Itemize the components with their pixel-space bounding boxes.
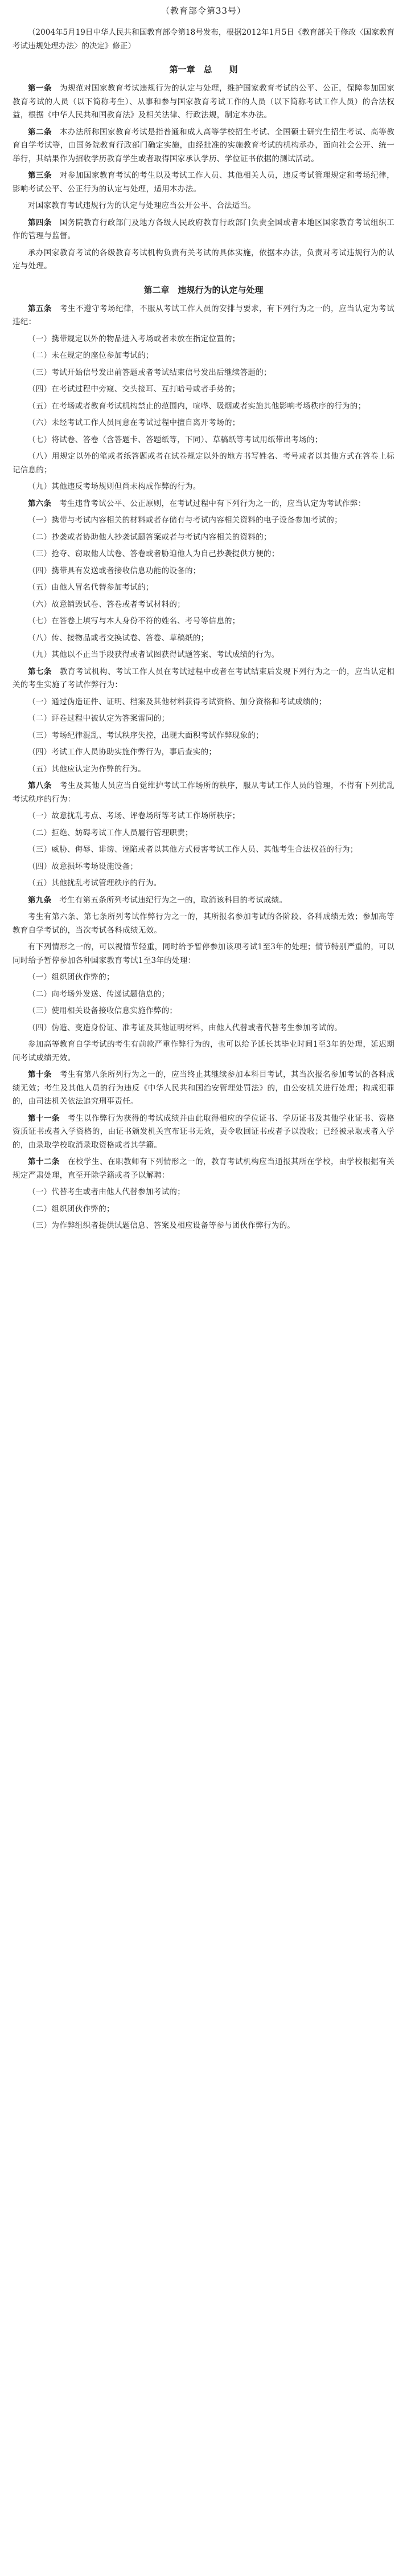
clause-paragraph (13, 1005, 394, 1018)
paragraph-text: 考生有第八条所列行为之一的，应当终止其继续参加本科目考试，其当次报名参加考试的各科成绩无效；考生及其他人员的行为违反《中华人民共和国治安管理处罚法》的，由公安机关进行处理；构成犯罪的，由司法机关依法追究刑事责任。 (13, 1070, 394, 1106)
article-number: 第七条 (28, 667, 52, 676)
clause-paragraph (13, 1219, 394, 1233)
clause-paragraph (13, 877, 394, 891)
clause-paragraph (13, 729, 394, 743)
paragraph-text: 考生不遵守考场纪律，不服从考试工作人员的安排与要求，有下列行为之一的，应当认定为考试违纪： (13, 304, 394, 326)
clause-paragraph (13, 632, 394, 646)
clause-paragraph (13, 860, 394, 874)
clause-paragraph (13, 598, 394, 612)
article-paragraph (13, 497, 394, 511)
paragraph-text: （二）评卷过程中被认定为答案雷同的； (28, 714, 170, 723)
paragraph-text: （三）威胁、侮辱、诽谤、诬陷或者以其他方式侵害考试工作人员、其他考生合法权益的行为； (28, 845, 358, 854)
clause-paragraph (13, 366, 394, 380)
clause-paragraph (13, 843, 394, 857)
paragraph-text: 为规范对国家教育考试违规行为的认定与处理，维护国家教育考试的公平、公正，保障参加国家教育考试的人员（以下简称考生）、从事和参与国家教育考试工作的人员（以下简称考试工作人员）的合法权益，根据《中华人民共和国教育法》及相关法律、行政法规，制定本办法。 (13, 84, 394, 120)
paragraph-text: （一）组织团伙作弊的； (28, 973, 114, 982)
paragraph-text: （二）组织团伙作弊的； (28, 1204, 114, 1214)
clause-paragraph (13, 911, 394, 937)
paragraph-text: 考生及其他人员应当自觉维护考试工作场所的秩序，服从考试工作人员的管理，不得有下列扰乱考试秩序的行为： (13, 781, 394, 804)
article-number: 第十条 (28, 1070, 52, 1079)
paragraph-text: （七）在答卷上填写与本人身份不符的姓名、考号等信息的； (28, 617, 240, 626)
paragraph-text: （一）通过伪造证件、证明、档案及其他材料获得考试资格、加分资格和考试成绩的； (28, 697, 327, 707)
clause-paragraph (13, 383, 394, 397)
document-body (13, 63, 394, 1233)
clause-paragraph (13, 1038, 394, 1065)
paragraph-text: （二）未在规定的座位参加考试的； (28, 351, 154, 360)
paragraph-text: （四）携带具有发送或者接收信息功能的设备的； (28, 566, 201, 575)
paragraph-text: （二）向考场外发送、传递试题信息的； (28, 989, 170, 999)
paragraph-text: （三）为作弊组织者提供试题信息、答案及相应设备等参与团伙作弊行为的。 (28, 1221, 295, 1230)
paragraph-text: 教育考试机构、考试工作人员在考试过程中或者在考试结束后发现下列行为之一的，应当认定相关的考生实施了考试作弊行为： (13, 667, 394, 689)
paragraph-text: （八）用规定以外的笔或者纸答题或者在试卷规定以外的地方书写姓名、考号或者以其他方式在答卷上标记信息的； (13, 452, 394, 475)
paragraph-text: 本办法所称国家教育考试是指普通和成人高等学校招生考试、全国硕士研究生招生考试、高等教育自学考试等，由国务院教育行政部门确定实施，由经批准的实施教育考试的机构承办，面向社会公开、统一举行，其结果作为招收学历教育学生或者取得国家承认学历、学位证书依据的测试活动。 (13, 127, 394, 164)
article-number: 第九条 (28, 895, 52, 905)
clause-paragraph (13, 514, 394, 528)
publication-note: （2004年5月19日中华人民共和国教育部令第18号发布，根据2012年1月5日《教育部关于修改〈国家教育考试违规处理办法〉的决定》修正） (13, 28, 394, 51)
paragraph-text: （四）伪造、变造身份证、准考证及其他证明材料，由他人代替或者代替考生参加考试的。 (28, 1023, 342, 1032)
clause-paragraph (13, 480, 394, 494)
article-paragraph (13, 303, 394, 329)
clause-paragraph (13, 746, 394, 760)
order-number: （教育部令第33号） (161, 6, 246, 16)
paragraph-text: 考生有第五条所列考试违纪行为之一的，取消该科目的考试成绩。 (51, 895, 287, 905)
article-number: 第十二条 (28, 1157, 60, 1166)
paragraph-text: 考生有第六条、第七条所列考试作弊行为之一的，其所报名参加考试的各阶段、各科成绩无效；参加高等教育自学考试的，当次考试各科成绩无效。 (13, 912, 394, 935)
clause-paragraph (13, 941, 394, 967)
chapter-heading: 第二章 违规行为的认定与处理 (143, 284, 264, 295)
clause-paragraph (13, 648, 394, 662)
clause-paragraph (13, 247, 394, 273)
clause-paragraph (13, 531, 394, 545)
article-number: 第一条 (28, 84, 52, 93)
paragraph-text: （二）拒绝、妨碍考试工作人员履行管理职责； (28, 828, 193, 838)
paragraph-text: 对参加国家教育考试的考生以及考试工作人员、其他相关人员，违反考试管理规定和考场纪律，影响考试公平、公正行为的认定与处理，适用本办法。 (13, 171, 394, 194)
paragraph-text: （三）使用相关设备接收信息实施作弊的； (28, 1006, 178, 1015)
clause-paragraph (13, 763, 394, 777)
clause-paragraph (13, 712, 394, 726)
clause-paragraph (13, 434, 394, 447)
paragraph-text: （五）由他人冒名代替参加考试的； (28, 583, 154, 592)
paragraph-text: （五）其他应认定为作弊的行为。 (28, 764, 146, 774)
paragraph-text: （九）其他违反考场规则但尚未构成作弊的行为。 (28, 482, 201, 491)
paragraph-text: 对国家教育考试违规行为的认定与处理应当公开公平、合法适当。 (28, 201, 256, 210)
article-paragraph (13, 894, 394, 908)
clause-paragraph (13, 971, 394, 985)
article-paragraph (13, 1068, 394, 1109)
clause-paragraph (13, 1022, 394, 1035)
clause-paragraph (13, 565, 394, 578)
paragraph-text: （四）考试工作人员协助实施作弊行为，事后查实的； (28, 748, 217, 757)
paragraph-text: 承办国家教育考试的各级教育考试机构负责有关考试的具体实施，依据本办法，负责对考试违规行为的认定与处理。 (13, 248, 394, 271)
paragraph-text: 考生违背考试公平、公正原则，在考试过程中有下列行为之一的，应当认定为考试作弊： (51, 499, 366, 508)
document-page (0, 0, 407, 1248)
paragraph-text: （七）将试卷、答卷（含答题卡、答题纸等，下同）、草稿纸等考试用纸带出考场的； (28, 435, 323, 444)
article-number: 第六条 (28, 499, 52, 508)
paragraph-text: （五）其他扰乱考试管理秩序的行为。 (28, 879, 162, 888)
paragraph-text: （四）在考试过程中旁窥、交头接耳、互打暗号或者手势的； (28, 385, 240, 394)
paragraph-text: （三）考试开始信号发出前答题或者考试结束信号发出后继续答题的； (28, 368, 272, 377)
paragraph-text: （一）携带与考试内容相关的材料或者存储有与考试内容相关资料的电子设备参加考试的； (28, 516, 342, 525)
clause-paragraph (13, 696, 394, 709)
clause-paragraph (13, 1186, 394, 1199)
clause-paragraph (13, 548, 394, 561)
article-number: 第二条 (28, 127, 52, 137)
clause-paragraph (13, 450, 394, 477)
clause-paragraph (13, 400, 394, 414)
clause-paragraph (13, 827, 394, 840)
paragraph-text: （一）故意扰乱考点、考场、评卷场所等考试工作场所秩序； (28, 811, 240, 820)
chapter-heading: 第一章 总 则 (169, 64, 238, 75)
paragraph-text: 国务院教育行政部门及地方各级人民政府教育行政部门负责全国或者本地区国家教育考试组织工作的管理与监督。 (13, 218, 394, 240)
paragraph-text: （三）抢夺、窃取他人试卷、答卷或者胁迫他人为自己抄袭提供方便的； (28, 549, 279, 558)
paragraph-text: （六）故意销毁试卷、答卷或者考试材料的； (28, 599, 185, 609)
article-number: 第八条 (28, 781, 52, 790)
article-paragraph (13, 1112, 394, 1153)
paragraph-text: （九）其他以不正当手段获得或者试图获得试题答案、考试成绩的行为。 (28, 650, 279, 659)
paragraph-text: （三）考场纪律混乱、考试秩序失控，出现大面积考试作弊现象的； (28, 730, 264, 740)
paragraph-text: （一）代替考生或者由他人代替参加考试的； (28, 1187, 185, 1197)
article-paragraph (13, 126, 394, 166)
clause-paragraph (13, 988, 394, 1002)
clause-paragraph (13, 581, 394, 595)
paragraph-text: 考生以作弊行为获得的考试成绩并由此取得相应的学位证书、学历证书及其他学业证书、资格资质证书或者入学资格的，由证书颁发机关宣布证书无效，责令收回证书或者予以没收；已经被录取或者入学的，由录取学校取消录取资格或者其学籍。 (13, 1113, 395, 1150)
paragraph-text: （六）未经考试工作人员同意在考试过程中擅自离开考场的； (28, 418, 240, 427)
article-number: 第三条 (28, 171, 52, 180)
article-paragraph (13, 1156, 394, 1182)
paragraph-text: 参加高等教育自学考试的考生有前款严重作弊行为的，也可以给予延长其毕业时间1至3年的处理，延迟期间考试成绩无效。 (13, 1040, 394, 1063)
paragraph-text: （一）携带规定以外的物品进入考场或者未放在指定位置的； (28, 334, 240, 344)
clause-paragraph (13, 615, 394, 628)
article-number: 第五条 (28, 304, 52, 313)
clause-paragraph (13, 417, 394, 430)
paragraph-text: （五）在考场或者教育考试机构禁止的范围内，喧哗、吸烟或者实施其他影响考场秩序的行为的； (28, 401, 366, 411)
paragraph-text: 在校学生、在职教师有下列情形之一的，教育考试机构应当通报其所在学校，由学校根据有关规定严肃处理，直至开除学籍或者予以解聘： (13, 1157, 395, 1180)
article-number: 第四条 (28, 218, 52, 227)
article-paragraph (13, 666, 394, 692)
clause-paragraph (13, 349, 394, 363)
paragraph-text: （二）抄袭或者协助他人抄袭试题答案或者与考试内容相关的资料的； (28, 532, 272, 542)
paragraph-text: （四）故意损坏考场设施设备； (28, 862, 138, 871)
article-number: 第十一条 (28, 1113, 60, 1123)
paragraph-text: 有下列情形之一的，可以视情节轻重，同时给予暂停参加该项考试1至3年的处理；情节特别严重的，可以同时给予暂停参加各种国家教育考试1至3年的处理： (13, 942, 394, 965)
article-paragraph (13, 779, 394, 806)
clause-paragraph (13, 810, 394, 823)
clause-paragraph (13, 333, 394, 346)
paragraph-text: （八）传、接物品或者交换试卷、答卷、草稿纸的； (28, 633, 209, 643)
clause-paragraph (13, 1203, 394, 1216)
article-paragraph (13, 82, 394, 123)
clause-paragraph (13, 199, 394, 213)
article-paragraph (13, 169, 394, 196)
article-paragraph (13, 217, 394, 243)
